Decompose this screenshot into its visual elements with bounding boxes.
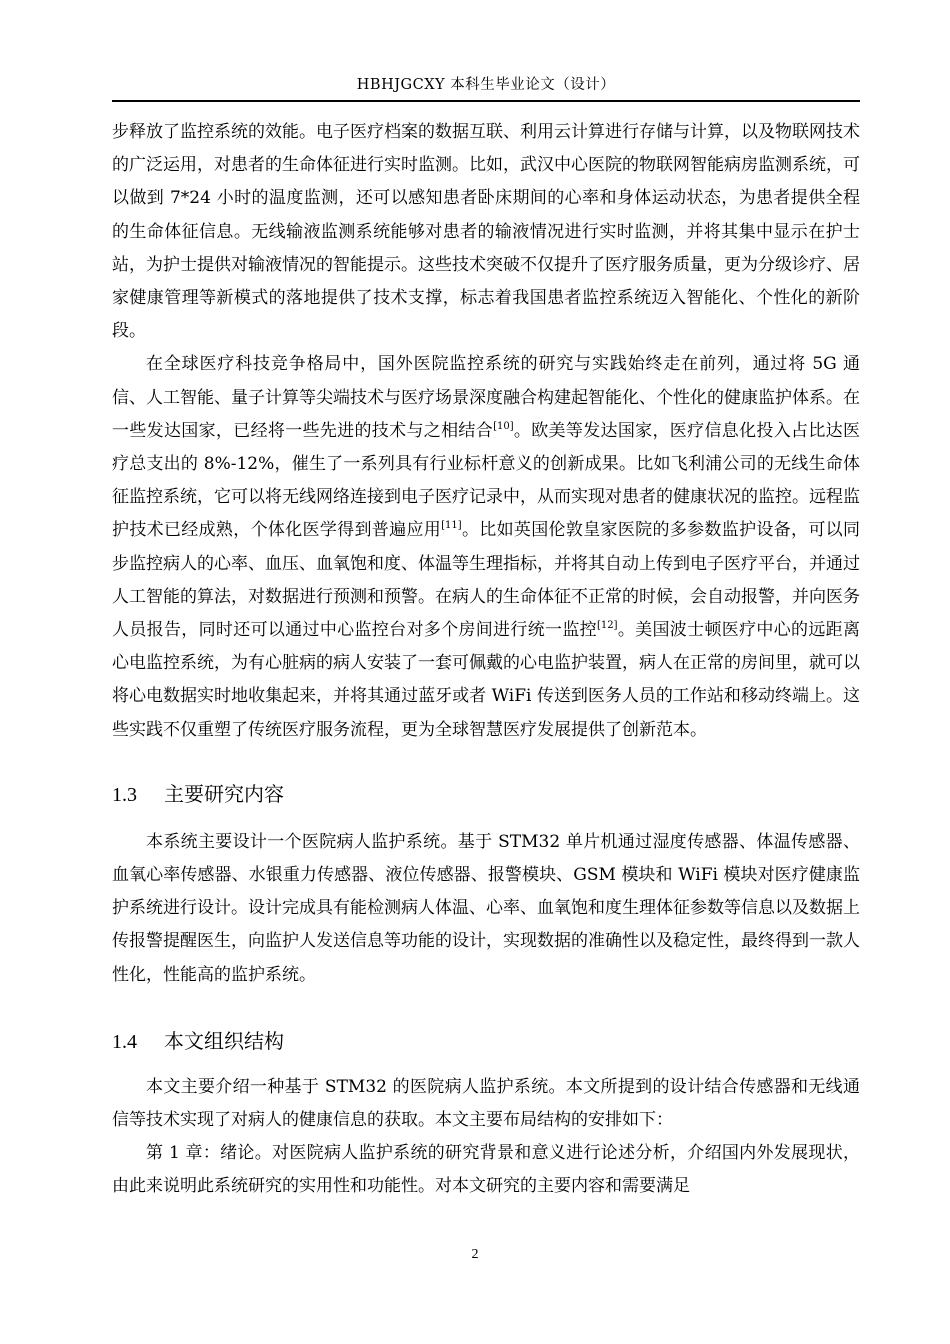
section-heading-1-3 [112,779,860,810]
citation-10: [10] [493,420,514,432]
paragraph-2-text-d: 。美国波士顿医疗中心的远距离心电监控系统，为有心脏病的病人安装了一套可佩戴的心电监护装置，病人在正常的房间里，就可以将心电数据实时地收集起来，并将其通过蓝牙或者 WiFi 传送到医务人员的工作站和移动终端上。这些实践不仅重塑了传统医疗服务流程，更为全球智慧医疗发展提供了创新范本。 [112,620,861,740]
section-number: 1.3 [112,783,137,806]
citation-11: [11] [441,520,462,532]
body-paragraph-1: 步释放了监控系统的效能。电子医疗档案的数据互联、利用云计算进行存储与计算，以及物联网技术的广泛运用，对患者的生命体征进行实时监测。比如，武汉中心医院的物联网智能病房监测系统，可以做到 7*24 小时的温度监测，还可以感知患者卧床期间的心率和身体运动状态，为患者提供全程的生命体征信息。无线输液监测系统能够对患者的输液情况进行实时监测，并将其集中显示在护士站，为护士提供对输液情况的智能提示。这些技术突破不仅提升了医疗服务质量，更为分级诊疗、居家健康管理等新模式的落地提供了技术支撑，标志着我国患者监控系统迈入智能化、个性化的新阶段。 [112,122,860,342]
paragraph-2-text-a: 在全球医疗科技竞争格局中，国外医院监控系统的研究与实践始终走在前列，通过将 5G 通信、人工智能、量子计算等尖端技术与医疗场景深度融合构建起智能化、个性化的健康监护体系。在一些发达国家，已经将一些先进的技术与之相结合 [112,354,860,441]
running-header: HBHJGCXY 本科生毕业论文（设计） [356,77,616,93]
section-number: 1.4 [112,1030,137,1053]
paragraph-2-text-b: 。欧美等发达国家，医疗信息化投入占比达医疗总支出的 8%-12%，催生了一系列具有行业标杆意义的创新成果。比如飞利浦公司的无线生命体征监控系统，它可以将无线网络连接到电子医疗记录中，从而实现对患者的健康状况的监控。远程监护技术已经成熟，个体化医学得到普遍应用 [112,420,861,541]
section-heading-1-4 [112,1026,860,1057]
body-paragraph-2 [112,348,860,746]
citation-12: [12] [596,620,618,632]
paragraph-2-text-c: 。比如英国伦敦皇家医院的多参数监护设备，可以同步监控病人的心率、血压、血氧饱和度、体温等生理指标，并将其自动上传到电子医疗平台，并通过人工智能的算法，对数据进行预测和预警。在病人的生命体征不正常的时候，会自动报警，并向医务人员报告，同时还可以通过中心监控台对多个房间进行统一监控 [112,520,860,641]
body-paragraph-3: 本系统主要设计一个医院病人监护系统。基于 STM32 单片机通过湿度传感器、体温传感器、血氧心率传感器、水银重力传感器、液位传感器、报警模块、GSM 模块和 WiFi 模块对医疗健康监护系统进行设计。设计完成具有能检测病人体温、心率、血氧饱和度生理体征参数等信息以及数据上传报警提醒医生，向监护人发送信息等功能的设计，实现数据的准确性以及稳定性，最终得到一款人性化，性能高的监护系统。 [112,831,860,985]
section-title: 本文组织结构 [164,1028,284,1053]
header-rule [112,100,860,102]
page-body [112,116,860,1204]
body-paragraph-4: 本文主要介绍一种基于 STM32 的医院病人监护系统。本文所提到的设计结合传感器和无线通信等技术实现了对病人的健康信息的获取。本文主要布局结构的安排如下： [112,1076,860,1131]
page-number: 2 [471,1247,479,1262]
body-paragraph-5: 第 1 章：绪论。对医院病人监护系统的研究背景和意义进行论述分析，介绍国内外发展现状，由此来说明此系统研究的实用性和功能性。对本文研究的主要内容和需要满足 [112,1143,860,1197]
section-title: 主要研究内容 [164,781,284,806]
